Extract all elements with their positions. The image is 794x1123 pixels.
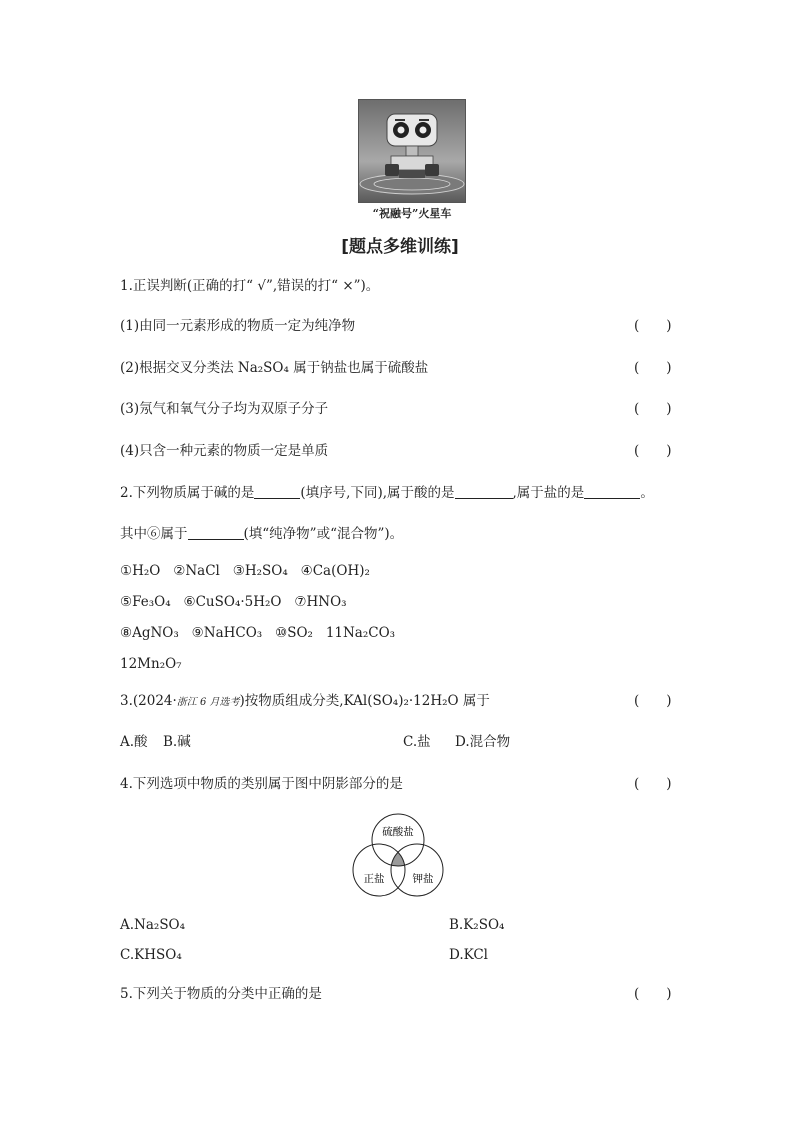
q2-stem-b: (填序号,下同),属于酸的是 — [300, 485, 455, 501]
q3-answer-paren[interactable]: ( ) — [634, 693, 672, 709]
q2-stem-d: 。 — [640, 485, 654, 501]
q4-answer-paren[interactable]: ( ) — [634, 776, 672, 792]
q5-stem: 5.下列关于物质的分类中正确的是 — [120, 986, 322, 1002]
q3-source-tag: 浙江 6 月选考 — [176, 697, 240, 708]
q2-blank-salt[interactable] — [584, 484, 640, 499]
q2-option: ②NaCl — [173, 563, 220, 579]
q4-stem: 4.下列选项中物质的类别属于图中阴影部分的是 — [120, 776, 403, 792]
q1-item-3: (3)氖气和氧气分子均为双原子分子 — [120, 401, 329, 417]
q2-option: ①H₂O — [120, 563, 161, 579]
q4-option-c[interactable]: C.KHSO₄ — [120, 947, 182, 963]
venn-label-normal-salt: 正盐 — [363, 873, 385, 885]
q2-line2 — [120, 525, 403, 543]
q2-line2-b: (填“纯净物”或“混合物”)。 — [243, 526, 404, 542]
q1-answer-paren-3[interactable]: ( ) — [634, 401, 672, 417]
q2-options-row-4 — [120, 655, 182, 673]
q2-stem-a: 2.下列物质属于碱的是 — [120, 485, 255, 501]
q2-option: ③H₂SO₄ — [232, 563, 288, 579]
rover-illustration — [359, 100, 465, 202]
q1-item-4: (4)只含一种元素的物质一定是单质 — [120, 443, 329, 459]
q2-blank-acid[interactable] — [455, 484, 513, 499]
q2-option: 11Na₂CO₃ — [325, 625, 396, 641]
q3-stem-b: )按物质组成分类,KAl(SO₄)₂·12H₂O 属于 — [239, 693, 490, 709]
venn-circle-normal-salt — [353, 844, 405, 896]
q4-option-d[interactable]: D.KCl — [449, 947, 489, 963]
q2-option: 12Mn₂O₇ — [120, 656, 182, 672]
q1-answer-paren-1[interactable]: ( ) — [634, 318, 672, 334]
q1-answer-paren-4[interactable]: ( ) — [634, 443, 672, 459]
q2-line2-a: 其中⑥属于 — [120, 526, 188, 542]
q5-answer-paren[interactable]: ( ) — [634, 986, 672, 1002]
q3-stem-a: 3.(2024· — [120, 693, 177, 709]
venn-label-sulfate: 硫酸盐 — [382, 826, 414, 838]
q1-answer-paren-2[interactable]: ( ) — [634, 360, 672, 376]
venn-diagram — [348, 810, 448, 902]
q1-stem: 1.正误判断(正确的打“ √”,错误的打“ ×”)。 — [120, 278, 380, 294]
section-title: [题点多维训练] — [341, 237, 459, 257]
venn-label-potassium-salt: 钾盐 — [412, 873, 434, 885]
q2-blank-base[interactable] — [254, 484, 300, 499]
q2-option: ⑩SO₂ — [275, 625, 313, 641]
q3-option-b[interactable]: B.碱 — [163, 734, 191, 750]
venn-circle-potassium-salt — [391, 844, 443, 896]
q2-options-row-3 — [120, 624, 395, 642]
figure-caption: “祝融号”火星车 — [372, 207, 452, 220]
q2-option: ⑤Fe₃O₄ — [120, 594, 171, 610]
q1-item-2: (2)根据交叉分类法 Na₂SO₄ 属于钠盐也属于硫酸盐 — [120, 360, 429, 376]
q3-option-a[interactable]: A.酸 — [120, 734, 148, 750]
q2-blank-pure[interactable] — [188, 525, 244, 540]
q2-options-row-1 — [120, 562, 370, 580]
q4-option-a[interactable]: A.Na₂SO₄ — [120, 917, 186, 933]
q2-option: ⑥CuSO₄·5H₂O — [183, 594, 282, 610]
q2-option: ④Ca(OH)₂ — [300, 563, 370, 579]
q2-stem-c: ,属于盐的是 — [512, 485, 585, 501]
q2-options-row-2 — [120, 593, 347, 611]
q2-option: ⑦HNO₃ — [294, 594, 347, 610]
mars-rover-photo — [358, 99, 466, 203]
q1-item-1: (1)由同一元素形成的物质一定为纯净物 — [120, 318, 356, 334]
q2-stem — [120, 484, 654, 502]
q3-stem — [120, 692, 490, 712]
q2-option: ⑨NaHCO₃ — [191, 625, 263, 641]
q3-option-c[interactable]: C.盐 — [403, 734, 431, 750]
q4-option-b[interactable]: B.K₂SO₄ — [449, 917, 505, 933]
q3-option-d[interactable]: D.混合物 — [455, 734, 511, 750]
q2-option: ⑧AgNO₃ — [120, 625, 179, 641]
